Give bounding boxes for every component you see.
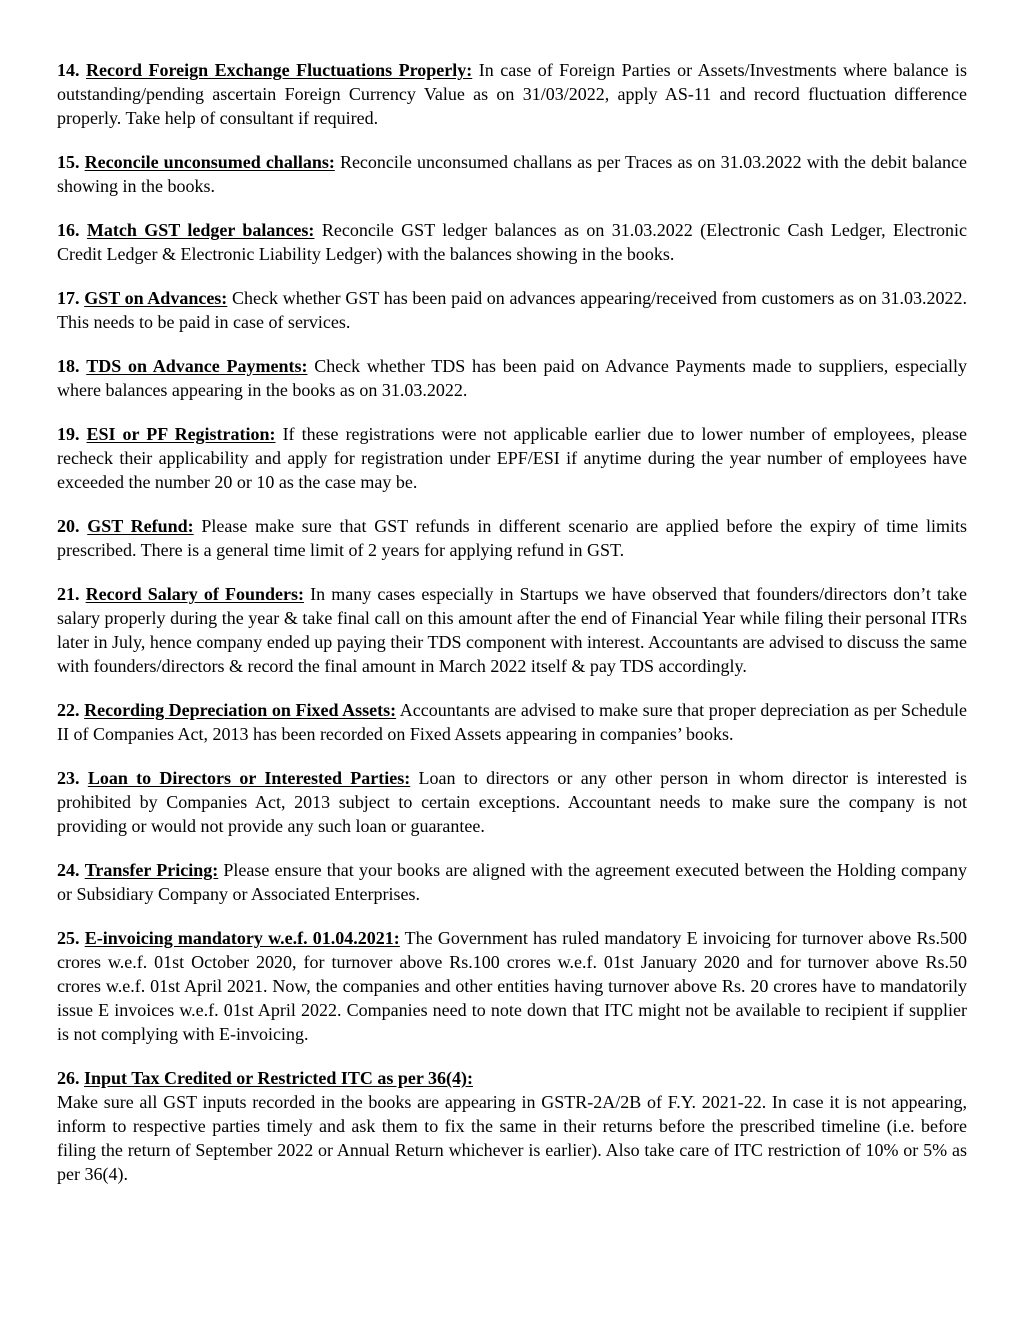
item-number: 24. [57, 860, 80, 880]
checklist-item-18 [57, 354, 967, 402]
item-number: 26. [57, 1068, 80, 1088]
item-text: Please make sure that GST refunds in different scenario are applied before the expiry of time limits prescribed. There is a general time limit of 2 years for applying refund in GST. [57, 516, 968, 560]
checklist-item-15 [57, 150, 967, 198]
item-text: Check whether GST has been paid on advances appearing/received from customers as on 31.03.2022. This needs to be paid in case of services. [57, 288, 968, 332]
item-heading: ESI or PF Registration: [86, 424, 276, 444]
item-number: 18. [57, 356, 80, 376]
item-text: Accountants are advised to make sure that proper depreciation as per Schedule II of Companies Act, 2013 has been recorded on Fixed Assets appearing in companies’ books. [57, 700, 967, 744]
checklist-item-22 [57, 698, 967, 746]
item-text: The Government has ruled mandatory E invoicing for turnover above Rs.500 crores w.e.f. 01st October 2020, for turnover above Rs.100 crores w.e.f. 01st January 2020 and for turnover above Rs.50 crores w.e.f. 01st April 2021. Now, the companies and other entities having turnover above Rs. 20 crores have to mandatorily issue E invoices w.e.f. 01st April 2022. Companies need to note down that ITC might not be available to recipient if supplier is not complying with E-invoicing. [57, 928, 967, 1044]
item-heading: Record Foreign Exchange Fluctuations Properly: [86, 60, 473, 80]
item-text: Reconcile GST ledger balances as on 31.03.2022 (Electronic Cash Ledger, Electronic Credit Ledger & Electronic Liability Ledger) with the balances showing in the books. [57, 220, 968, 264]
checklist-item-19 [57, 422, 967, 494]
item-number: 16. [57, 220, 80, 240]
item-heading: Match GST ledger balances: [86, 220, 315, 240]
item-text: If these registrations were not applicable earlier due to lower number of employees, please recheck their applicability and apply for registration under EPF/ESI if anytime during the year number of employees have exceeded the number 20 or 10 as the case may be. [57, 424, 967, 492]
item-text: Make sure all GST inputs recorded in the books are appearing in GSTR-2A/2B of F.Y. 2021-22. In case it is not appearing, inform to respective parties timely and ask them to fix the same in their returns before the prescribed timeline (i.e. before filing the return of September 2022 or Annual Return whichever is earlier). Also take care of ITC restriction of 10% or 5% as per 36(4). [57, 1092, 967, 1184]
document-page [57, 58, 967, 1186]
item-heading: Recording Depreciation on Fixed Assets: [84, 700, 397, 720]
item-number: 19. [57, 424, 80, 444]
item-heading: GST on Advances: [84, 288, 228, 308]
item-heading: GST Refund: [87, 516, 194, 536]
item-heading: Record Salary of Founders: [85, 584, 304, 604]
item-text: Reconcile unconsumed challans as per Traces as on 31.03.2022 with the debit balance showing in the books. [57, 152, 968, 196]
item-heading: TDS on Advance Payments: [86, 356, 308, 376]
item-text: In many cases especially in Startups we have observed that founders/directors don’t take salary properly during the year & take final call on this amount after the end of Financial Year while filing their personal ITRs later in July, hence company ended up paying their TDS component with interest. Accountants are advised to discuss the same with founders/directors & record the final amount in March 2022 itself & pay TDS accordingly. [57, 584, 967, 676]
item-text: In case of Foreign Parties or Assets/Investments where balance is outstanding/pending ascertain Foreign Currency Value as on 31/03/2022, apply AS-11 and record fluctuation difference properly. Take help of consultant if required. [57, 60, 968, 128]
checklist-item-26 [57, 1066, 967, 1186]
item-heading: Transfer Pricing: [84, 860, 219, 880]
checklist-item-21 [57, 582, 967, 678]
checklist-item-14 [57, 58, 967, 130]
item-text: Check whether TDS has been paid on Advance Payments made to suppliers, especially where balances appearing in the books as on 31.03.2022. [57, 356, 967, 400]
item-number: 23. [57, 768, 80, 788]
item-number: 20. [57, 516, 80, 536]
item-text: Loan to directors or any other person in whom director is interested is prohibited by Companies Act, 2013 subject to certain exceptions. Accountant needs to make sure the company is not providing or would not provide any such loan or guarantee. [57, 768, 968, 836]
item-heading: Loan to Directors or Interested Parties: [87, 768, 411, 788]
item-number: 17. [57, 288, 80, 308]
item-number: 25. [57, 928, 80, 948]
checklist-item-25 [57, 926, 967, 1046]
item-number: 14. [57, 60, 80, 80]
checklist-item-24 [57, 858, 967, 906]
item-number: 21. [57, 584, 80, 604]
item-heading: E-invoicing mandatory w.e.f. 01.04.2021: [84, 928, 400, 948]
checklist-item-17 [57, 286, 967, 334]
checklist-item-16 [57, 218, 967, 266]
item-number: 22. [57, 700, 80, 720]
item-heading: Reconcile unconsumed challans: [84, 152, 335, 172]
checklist-item-23 [57, 766, 967, 838]
checklist-item-20 [57, 514, 967, 562]
item-text: Please ensure that your books are aligned with the agreement executed between the Holding company or Subsidiary Company or Associated Enterprises. [57, 860, 967, 904]
item-number: 15. [57, 152, 80, 172]
item-heading: Input Tax Credited or Restricted ITC as per 36(4): [84, 1068, 474, 1088]
